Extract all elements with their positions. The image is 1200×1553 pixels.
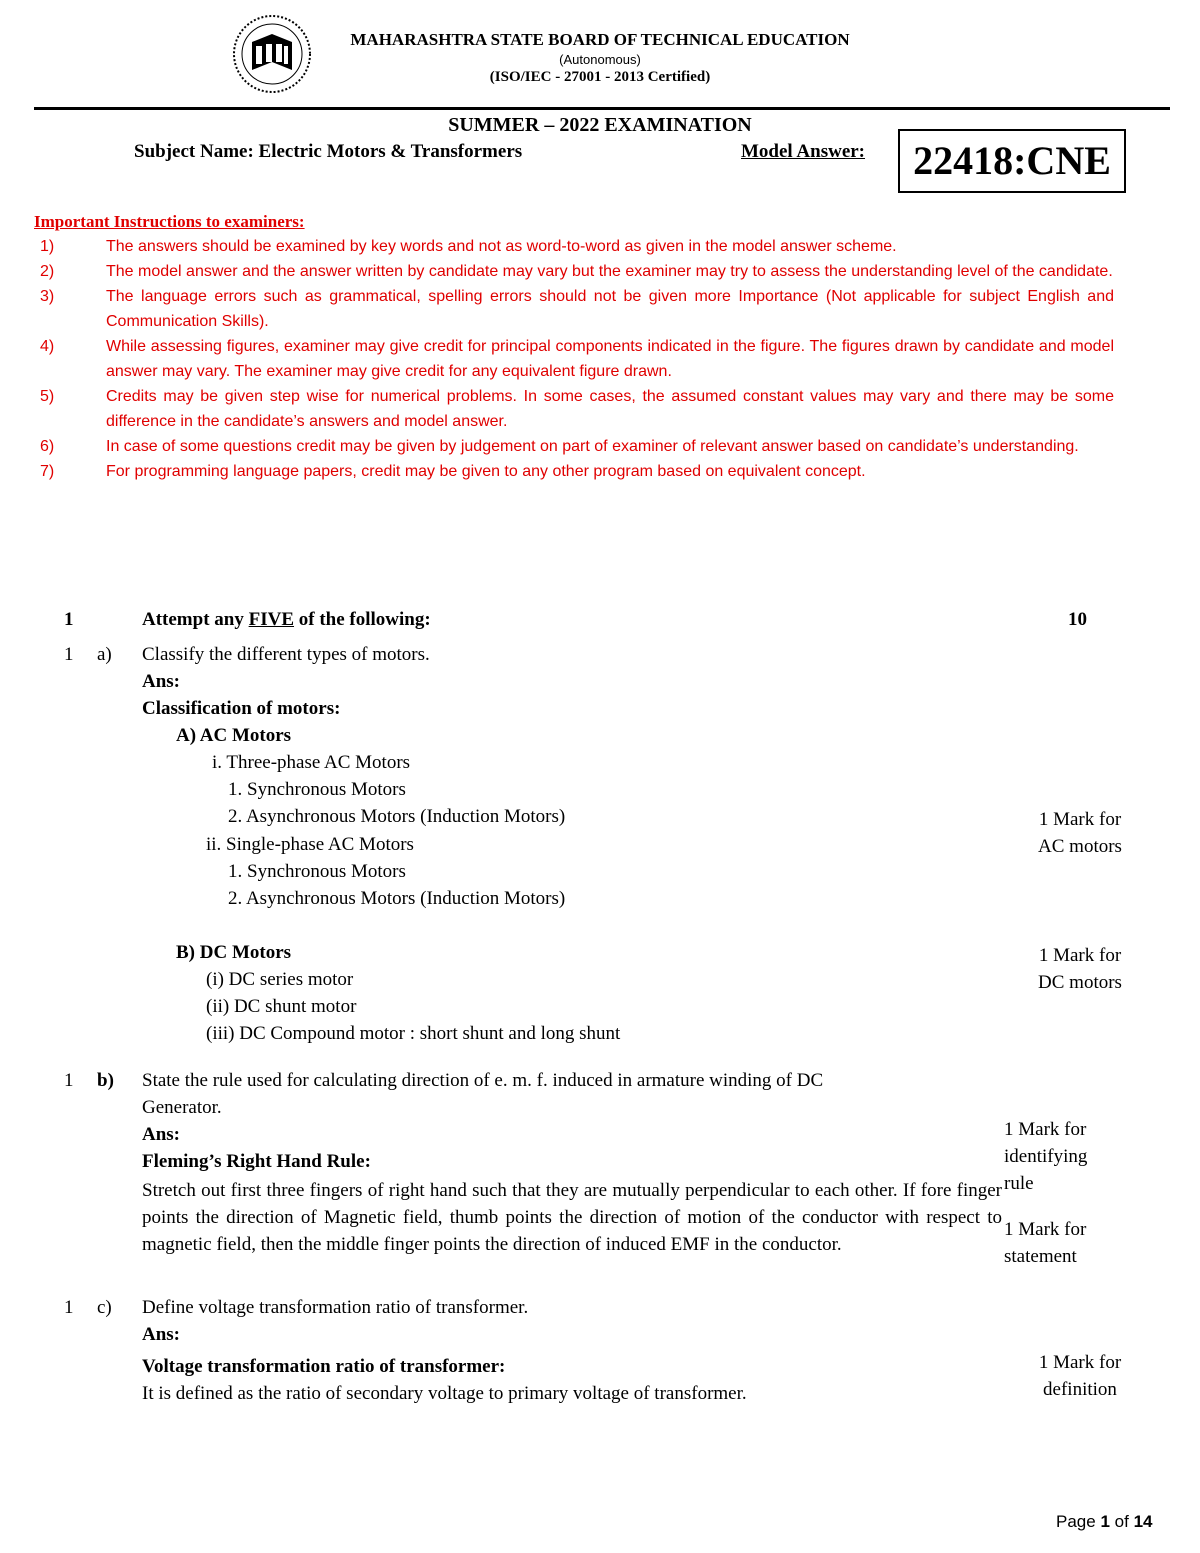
mark-line: 1 Mark for bbox=[1004, 1119, 1087, 1140]
certification-label: (ISO/IEC - 27001 - 2013 Certified) bbox=[489, 69, 711, 85]
q1b-mark-rule bbox=[1004, 1116, 1134, 1197]
mark-line: rule bbox=[1004, 1173, 1034, 1194]
q1c-heading: Voltage transformation ratio of transformer: bbox=[142, 1356, 506, 1377]
q1b-body: Stretch out first three fingers of right hand such that they are mutually perpendicular to each other. If fore finger points the direction of Magnetic field, thumb points the direction of motion of the conductor with respect to magnetic field, then the middle finger points the direction of induced EMF in the conductor. bbox=[142, 1180, 1002, 1255]
mark-line: statement bbox=[1004, 1246, 1077, 1267]
q1b-mark-statement bbox=[1004, 1216, 1134, 1270]
q1a-ans-label: Ans: bbox=[142, 671, 181, 692]
mark-line: 1 Mark for bbox=[1004, 1219, 1087, 1240]
instruction-item bbox=[34, 334, 1114, 384]
mark-line: identifying bbox=[1004, 1146, 1088, 1167]
q1a-question: Classify the different types of motors. bbox=[142, 644, 430, 665]
instruction-text: The answers should be examined by key words and not as word-to-word as given in the model answer scheme. bbox=[106, 238, 897, 255]
q1a-sub: a) bbox=[97, 644, 112, 665]
q1a-heading: Classification of motors: bbox=[142, 698, 341, 719]
instruction-item bbox=[34, 434, 1114, 459]
q1-title-post: of the following: bbox=[294, 609, 431, 630]
page-current: 1 bbox=[1100, 1512, 1110, 1531]
page-of: of bbox=[1114, 1512, 1129, 1531]
exam-title: SUMMER – 2022 EXAMINATION bbox=[448, 114, 752, 136]
instruction-text: Credits may be given step wise for numerical problems. In some cases, the assumed constant values may vary and there may be some difference in the candidate’s answers and model answer. bbox=[106, 388, 1114, 430]
q1c-sub: c) bbox=[97, 1297, 112, 1318]
board-name: MAHARASHTRA STATE BOARD OF TECHNICAL EDUCATION bbox=[350, 30, 850, 49]
q1-title-five: FIVE bbox=[248, 609, 295, 630]
q1a-mark-ac bbox=[1010, 806, 1150, 860]
q1a-ac-single: ii. Single-phase AC Motors bbox=[206, 834, 414, 855]
instructions-title: Important Instructions to examiners: bbox=[34, 212, 305, 231]
q1-title-pre: Attempt any bbox=[142, 609, 249, 630]
page-number bbox=[1056, 1512, 1152, 1532]
instruction-number: 4) bbox=[40, 338, 55, 355]
instruction-number: 2) bbox=[40, 263, 55, 280]
page-total: 14 bbox=[1133, 1512, 1153, 1531]
instruction-item bbox=[34, 234, 1114, 259]
q1b-heading: Fleming’s Right Hand Rule: bbox=[142, 1151, 371, 1172]
instruction-number: 3) bbox=[40, 288, 55, 305]
mark-line: DC motors bbox=[1038, 972, 1122, 993]
instruction-item bbox=[34, 284, 1114, 334]
q1b-question-1: State the rule used for calculating direction of e. m. f. induced in armature winding of DC bbox=[142, 1070, 824, 1091]
mark-line: 1 Mark for bbox=[1038, 945, 1122, 966]
page-label: Page bbox=[1056, 1512, 1096, 1531]
q1c-mark bbox=[1010, 1349, 1150, 1403]
q1-number: 1 bbox=[64, 609, 74, 630]
q1c-question: Define voltage transformation ratio of transformer. bbox=[142, 1297, 529, 1318]
q1a-dc-title: B) DC Motors bbox=[176, 942, 292, 963]
mark-line: 1 Mark for bbox=[1038, 1352, 1122, 1373]
q1b-ans-label: Ans: bbox=[142, 1124, 181, 1145]
examiner-instructions bbox=[34, 212, 1114, 484]
instruction-text: While assessing figures, examiner may give credit for principal components indicated in the figure. The figures drawn by candidate and model answer may vary. The examiner may give credit for any equivalent figure drawn. bbox=[106, 338, 1114, 380]
q1a-dc-2: (ii) DC shunt motor bbox=[206, 996, 357, 1017]
q1b-number: 1 bbox=[64, 1070, 74, 1091]
q1a-mark-dc bbox=[1010, 942, 1150, 996]
q1b-question-2: Generator. bbox=[142, 1097, 222, 1118]
instruction-item bbox=[34, 384, 1114, 434]
instruction-text: For programming language papers, credit may be given to any other program based on equivalent concept. bbox=[106, 463, 866, 480]
instruction-item bbox=[34, 459, 1114, 484]
q1a-number: 1 bbox=[64, 644, 74, 665]
q1a-ac-three: i. Three-phase AC Motors bbox=[212, 752, 411, 773]
instruction-number: 7) bbox=[40, 463, 55, 480]
q1a-ac-three-1: 1. Synchronous Motors bbox=[228, 779, 406, 800]
q1-title bbox=[142, 609, 431, 631]
q1a-dc-1: (i) DC series motor bbox=[206, 969, 354, 990]
q1c-body: It is defined as the ratio of secondary voltage to primary voltage of transformer. bbox=[142, 1383, 747, 1404]
instruction-text: The model answer and the answer written by candidate may vary but the examiner may try to assess the understanding level of the candidate. bbox=[106, 263, 1113, 280]
q1a-ac-single-1: 1. Synchronous Motors bbox=[228, 861, 406, 882]
q1a-ac-three-2: 2. Asynchronous Motors (Induction Motors) bbox=[228, 806, 566, 827]
q1c-ans-label: Ans: bbox=[142, 1324, 181, 1345]
subject-code-box: 22418:CNE bbox=[898, 129, 1126, 193]
q1a-ac-title: A) AC Motors bbox=[176, 725, 292, 746]
instruction-text: In case of some questions credit may be given by judgement on part of examiner of relevant answer based on candidate’s understanding. bbox=[106, 438, 1079, 455]
instruction-text: The language errors such as grammatical, spelling errors should not be given more Importance (Not applicable for subject English and Communication Skills). bbox=[106, 288, 1114, 330]
q1a-dc-3: (iii) DC Compound motor : short shunt and long shunt bbox=[206, 1023, 621, 1044]
subject-name: Subject Name: Electric Motors & Transformers bbox=[134, 141, 523, 162]
mark-line: definition bbox=[1043, 1379, 1117, 1400]
mark-line: 1 Mark for bbox=[1038, 809, 1122, 830]
instruction-number: 5) bbox=[40, 388, 55, 405]
q1c-number: 1 bbox=[64, 1297, 74, 1318]
instruction-number: 6) bbox=[40, 438, 55, 455]
autonomous-label: (Autonomous) bbox=[559, 52, 641, 67]
model-answer-label: Model Answer: bbox=[741, 141, 866, 162]
q1-marks: 10 bbox=[1068, 609, 1087, 630]
mark-line: AC motors bbox=[1038, 836, 1122, 857]
instruction-item bbox=[34, 259, 1114, 284]
instructions-list bbox=[34, 234, 1114, 484]
q1b-sub: b) bbox=[97, 1070, 114, 1091]
header-rule bbox=[34, 107, 1170, 110]
instruction-number: 1) bbox=[40, 238, 55, 255]
q1a-ac-single-2: 2. Asynchronous Motors (Induction Motors) bbox=[228, 888, 566, 909]
